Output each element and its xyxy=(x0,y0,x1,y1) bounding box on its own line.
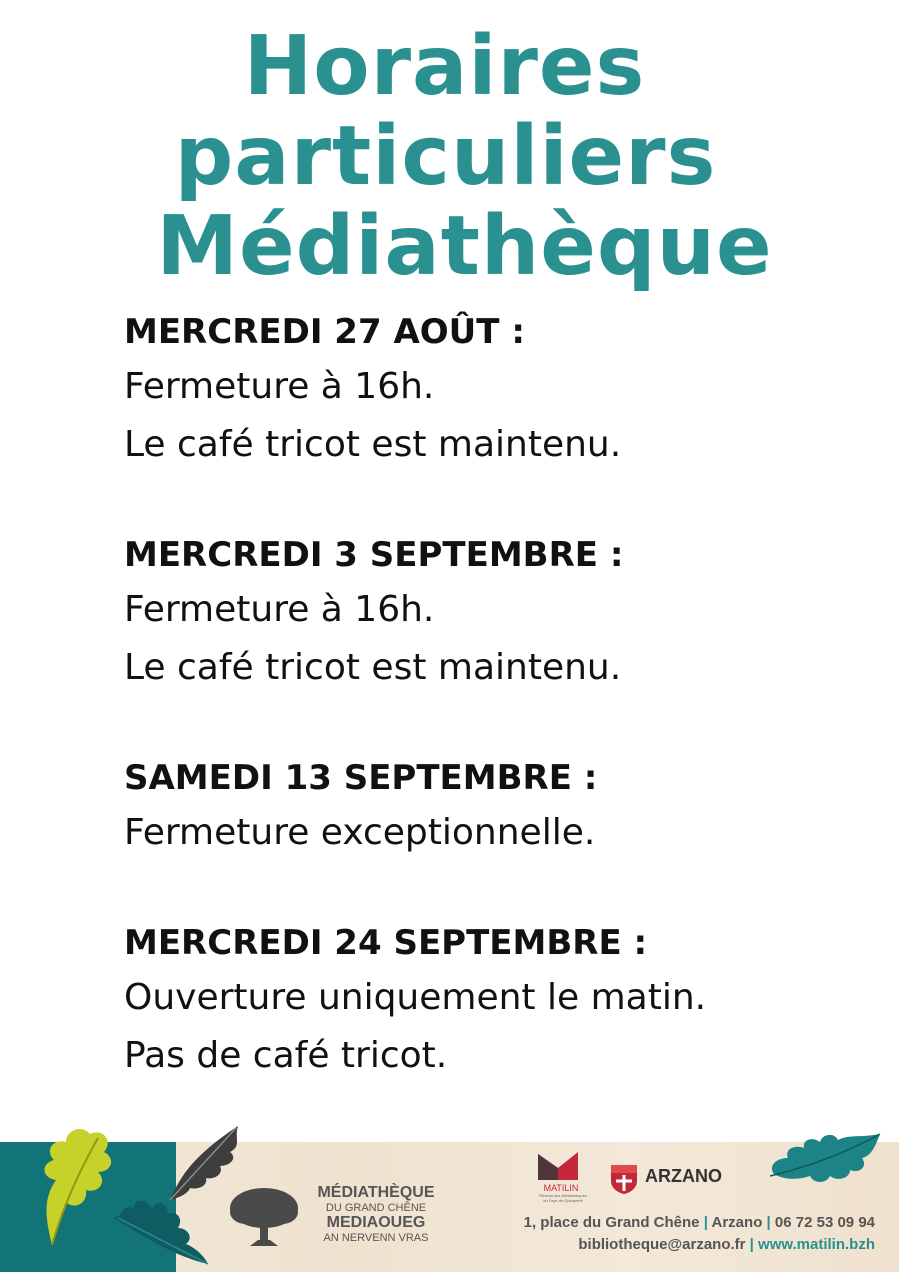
website-link[interactable]: www.matilin.bzh xyxy=(758,1236,875,1253)
contact-line-2 xyxy=(524,1234,875,1256)
entry-line: Fermeture à 16h. xyxy=(124,589,435,630)
entry-line: Fermeture exceptionnelle. xyxy=(124,812,596,853)
brand-line-2: DU GRAND CHÊNE xyxy=(325,1202,427,1214)
title-line-3: Médiathèque xyxy=(156,199,773,294)
page-title xyxy=(0,19,899,294)
title-line-1: Horaires xyxy=(243,19,646,114)
oak-leaf-teal-icon xyxy=(764,1128,884,1188)
brand-line-3: MEDIAOUEG xyxy=(326,1214,426,1231)
entry-heading: MERCREDI 27 AOÛT : xyxy=(124,312,525,352)
entry-line: Le café tricot est maintenu. xyxy=(124,647,622,688)
oak-tree-icon xyxy=(226,1184,302,1250)
entry-line: Ouverture uniquement le matin. xyxy=(124,977,707,1018)
matilin-label: MATILIN xyxy=(543,1183,579,1193)
entry-line: Le café tricot est maintenu. xyxy=(124,424,622,465)
email: bibliotheque@arzano.fr xyxy=(578,1236,746,1253)
address: 1, place du Grand Chêne xyxy=(523,1214,700,1231)
matilin-icon xyxy=(536,1150,580,1182)
separator: | xyxy=(749,1236,754,1253)
entry-heading: MERCREDI 24 SEPTEMBRE : xyxy=(124,923,648,963)
mediatheque-brand xyxy=(226,1184,456,1254)
entry-line: Fermeture à 16h. xyxy=(124,366,435,407)
phone: 06 72 53 09 94 xyxy=(774,1214,875,1231)
contact-block xyxy=(524,1212,875,1256)
matilin-subtitle: Réseau des Médiathèques du Pays de Quimperlé xyxy=(539,1193,587,1203)
title-line-2: particuliers xyxy=(174,109,717,204)
oak-leaf-teal-small-icon xyxy=(104,1188,214,1268)
schedule-entry xyxy=(124,529,864,697)
brand-line-4: AN NERVENN VRAS xyxy=(323,1232,429,1244)
contact-line-1 xyxy=(524,1212,875,1234)
separator: | xyxy=(766,1214,771,1231)
entry-line: Pas de café tricot. xyxy=(124,1035,448,1076)
arzano-crest-icon xyxy=(609,1163,639,1195)
schedule-list xyxy=(124,306,864,1140)
brand-text xyxy=(296,1184,456,1244)
schedule-entry xyxy=(124,306,864,474)
matilin-logo xyxy=(530,1150,592,1203)
separator: | xyxy=(703,1214,708,1231)
schedule-entry xyxy=(124,752,864,862)
schedule-entry xyxy=(124,917,864,1085)
arzano-label: ARZANO xyxy=(645,1166,722,1186)
entry-heading: SAMEDI 13 SEPTEMBRE : xyxy=(124,758,598,798)
entry-heading: MERCREDI 3 SEPTEMBRE : xyxy=(124,535,624,575)
city: Arzano xyxy=(711,1214,763,1231)
brand-line-1: MÉDIATHÈQUE xyxy=(317,1184,435,1201)
